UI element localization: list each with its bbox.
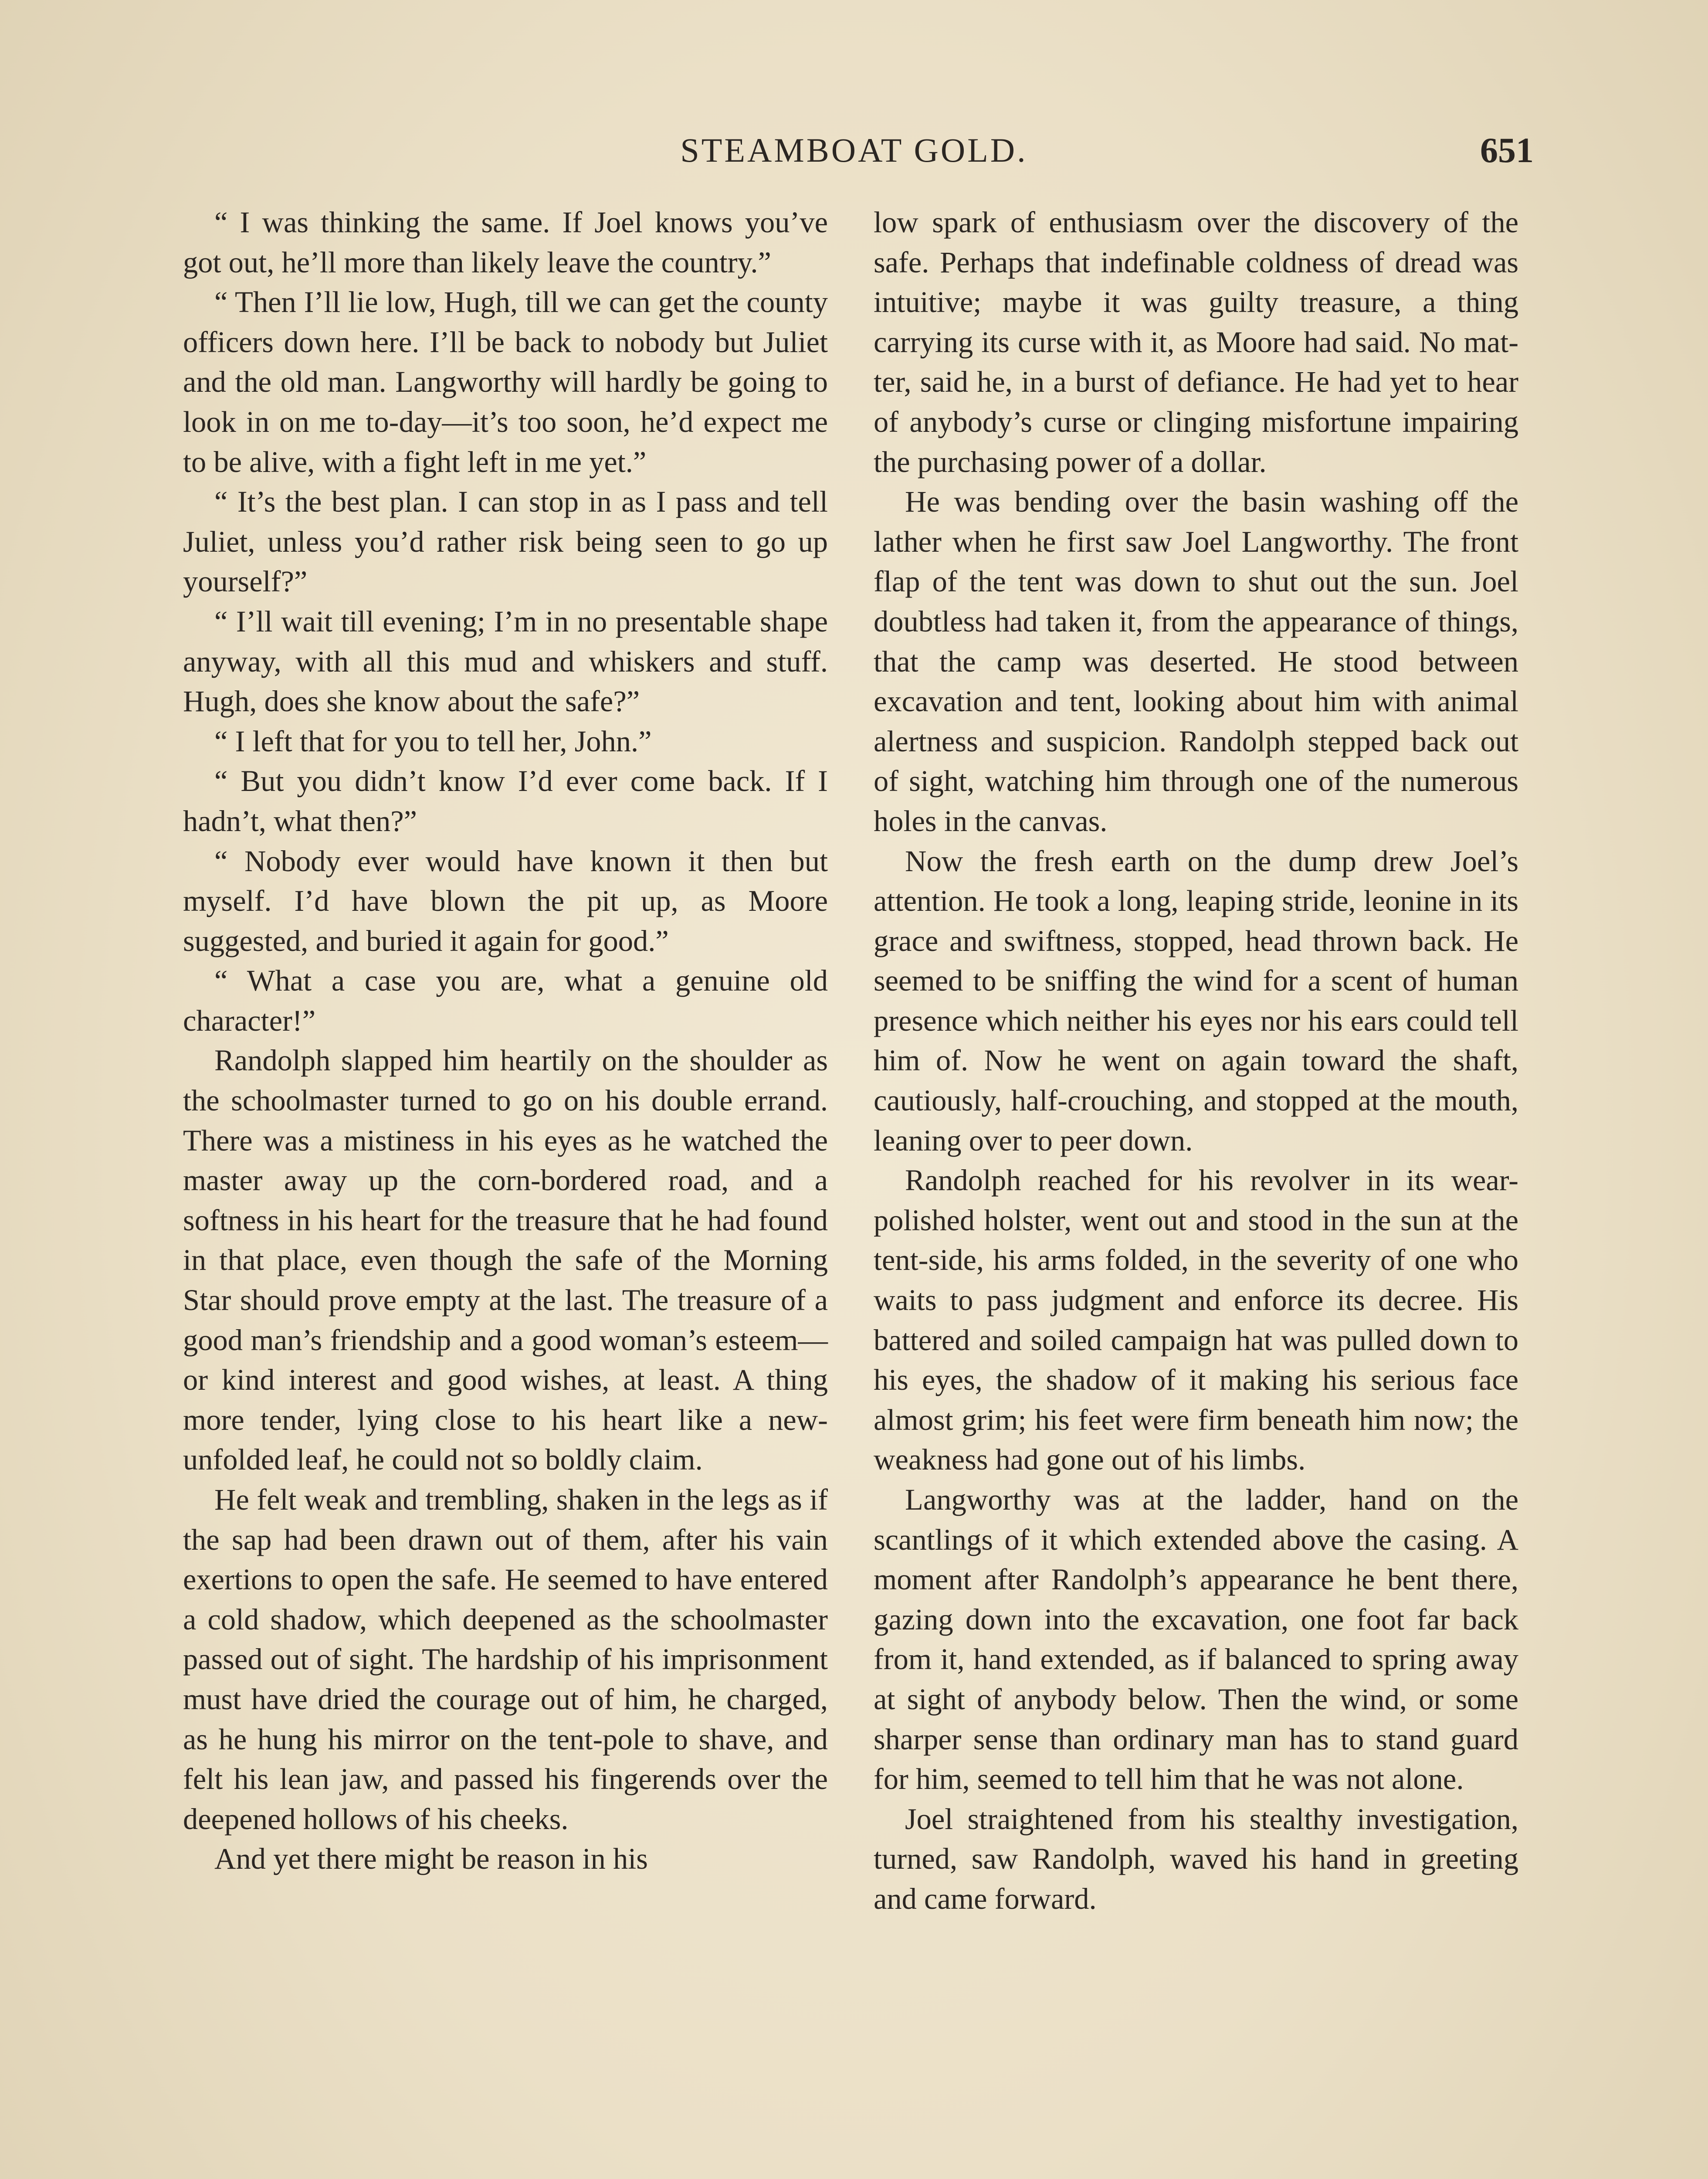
paragraph: He was bending over the basin washing off the lather when he first saw Joel Langworthy. The front flap of the tent was down to shut out the sun. Joel doubtless had taken it, from the appearance of things, that the camp was deserted. He stood between excavation and tent, looking about him with animal alertness and suspicion. Randolph stepped back out of sight, watching him through one of the numerous holes in the canvas. bbox=[874, 485, 1518, 838]
paragraph: Randolph slapped him heartily on the shoulder as the schoolmaster turned to go on his double errand. There was a mistiness in his eyes as he watched the master away up the corn-bordered road, and a softness in his heart for the treasure that he had found in that place, even though the safe of the Morning Star should prove empty at the last. The treasure of a good man’s friendship and a good woman’s esteem—or kind interest and good wishes, at least. A thing more tender, lying close to his heart like a new-unfolded leaf, he could not so boldly claim. bbox=[183, 1044, 828, 1476]
paragraph: “ Then I’ll lie low, Hugh, till we can get the county officers down here. I’ll be back to nobody but Juliet and the old man. Langworthy will hardly be going to look in on me to-day—it’s too soon, he’d expect me to be alive, with a fight left in me yet.” bbox=[183, 285, 828, 479]
paragraph: Joel straightened from his stealthy investigation, turned, saw Randolph, waved his hand in greeting and came forward. bbox=[874, 1802, 1518, 1915]
paragraph: “ But you didn’t know I’d ever come back. If I hadn’t, what then?” bbox=[183, 764, 828, 838]
page-header bbox=[0, 124, 1708, 176]
paragraph: Langworthy was at the ladder, hand on the scantlings of it which extended above the casing. A moment after Randolph’s appearance he bent there, gazing down into the excavation, one foot far back from it, hand extended, as if balanced to spring away at sight of anybody below. Then the wind, or some sharper sense than ordinary man has to stand guard for him, seemed to tell him that he was not alone. bbox=[874, 1483, 1518, 1796]
paragraph-continuation: low spark of enthusiasm over the discovery of the safe. Perhaps that indefinable coldness of dread was intuitive; maybe it was guilty treasure, a thing carrying its curse with it, as Moore had said. No matter, said he, in a burst of defiance. He had yet to hear of anybody’s curse or clinging misfortune impairing the purchasing power of a dollar. bbox=[874, 206, 1518, 479]
paragraph: “ I left that for you to tell her, John.” bbox=[214, 724, 652, 758]
paragraph: “ It’s the best plan. I can stop in as I pass and tell Juliet, unless you’d rather risk being seen to go up yourself?” bbox=[183, 485, 828, 598]
running-title: STEAMBOAT GOLD. bbox=[680, 131, 1028, 169]
right-column bbox=[874, 203, 1518, 1919]
paragraph: Randolph reached for his revolver in its wear-polished holster, went out and stood in the sun at the tent-side, his arms folded, in the severity of one who waits to pass judgment and enforce its decree. His battered and soiled campaign hat was pulled down to his eyes, the shadow of it making his serious face almost grim; his feet were firm beneath him now; the weakness had gone out of his limbs. bbox=[874, 1164, 1518, 1476]
paragraph: Now the fresh earth on the dump drew Joel’s attention. He took a long, leaping stride, leonine in its grace and swiftness, stopped, head thrown back. He seemed to be sniffing the wind for a scent of human presence which neither his eyes nor his ears could tell him of. Now he went on again toward the shaft, cautiously, half-crouching, and stopped at the mouth, leaning over to peer down. bbox=[874, 844, 1518, 1157]
paragraph: He felt weak and trembling, shaken in the legs as if the sap had been drawn out of them, after his vain exertions to open the safe. He seemed to have entered a cold shadow, which deepened as the schoolmaster passed out of sight. The hardship of his imprisonment must have dried the courage out of him, he charged, as he hung his mirror on the tent-pole to shave, and felt his lean jaw, and passed his fingerends over the deepened hollows of his cheeks. bbox=[183, 1483, 828, 1836]
paragraph: “ I’ll wait till evening; I’m in no presentable shape anyway, with all this mud and whiskers and stuff. Hugh, does she know about the safe?” bbox=[183, 604, 828, 718]
paragraph: “ What a case you are, what a genuine old character!” bbox=[183, 964, 828, 1037]
paragraph: “ I was thinking the same. If Joel knows you’ve got out, he’ll more than likely leave the country.” bbox=[183, 206, 828, 279]
paragraph: And yet there might be reason in his bbox=[214, 1842, 648, 1876]
page-number: 651 bbox=[1480, 130, 1534, 170]
left-column bbox=[183, 203, 828, 1879]
paragraph: “ Nobody ever would have known it then but myself. I’d have blown the pit up, as Moore suggested, and buried it again for good.” bbox=[183, 844, 828, 957]
